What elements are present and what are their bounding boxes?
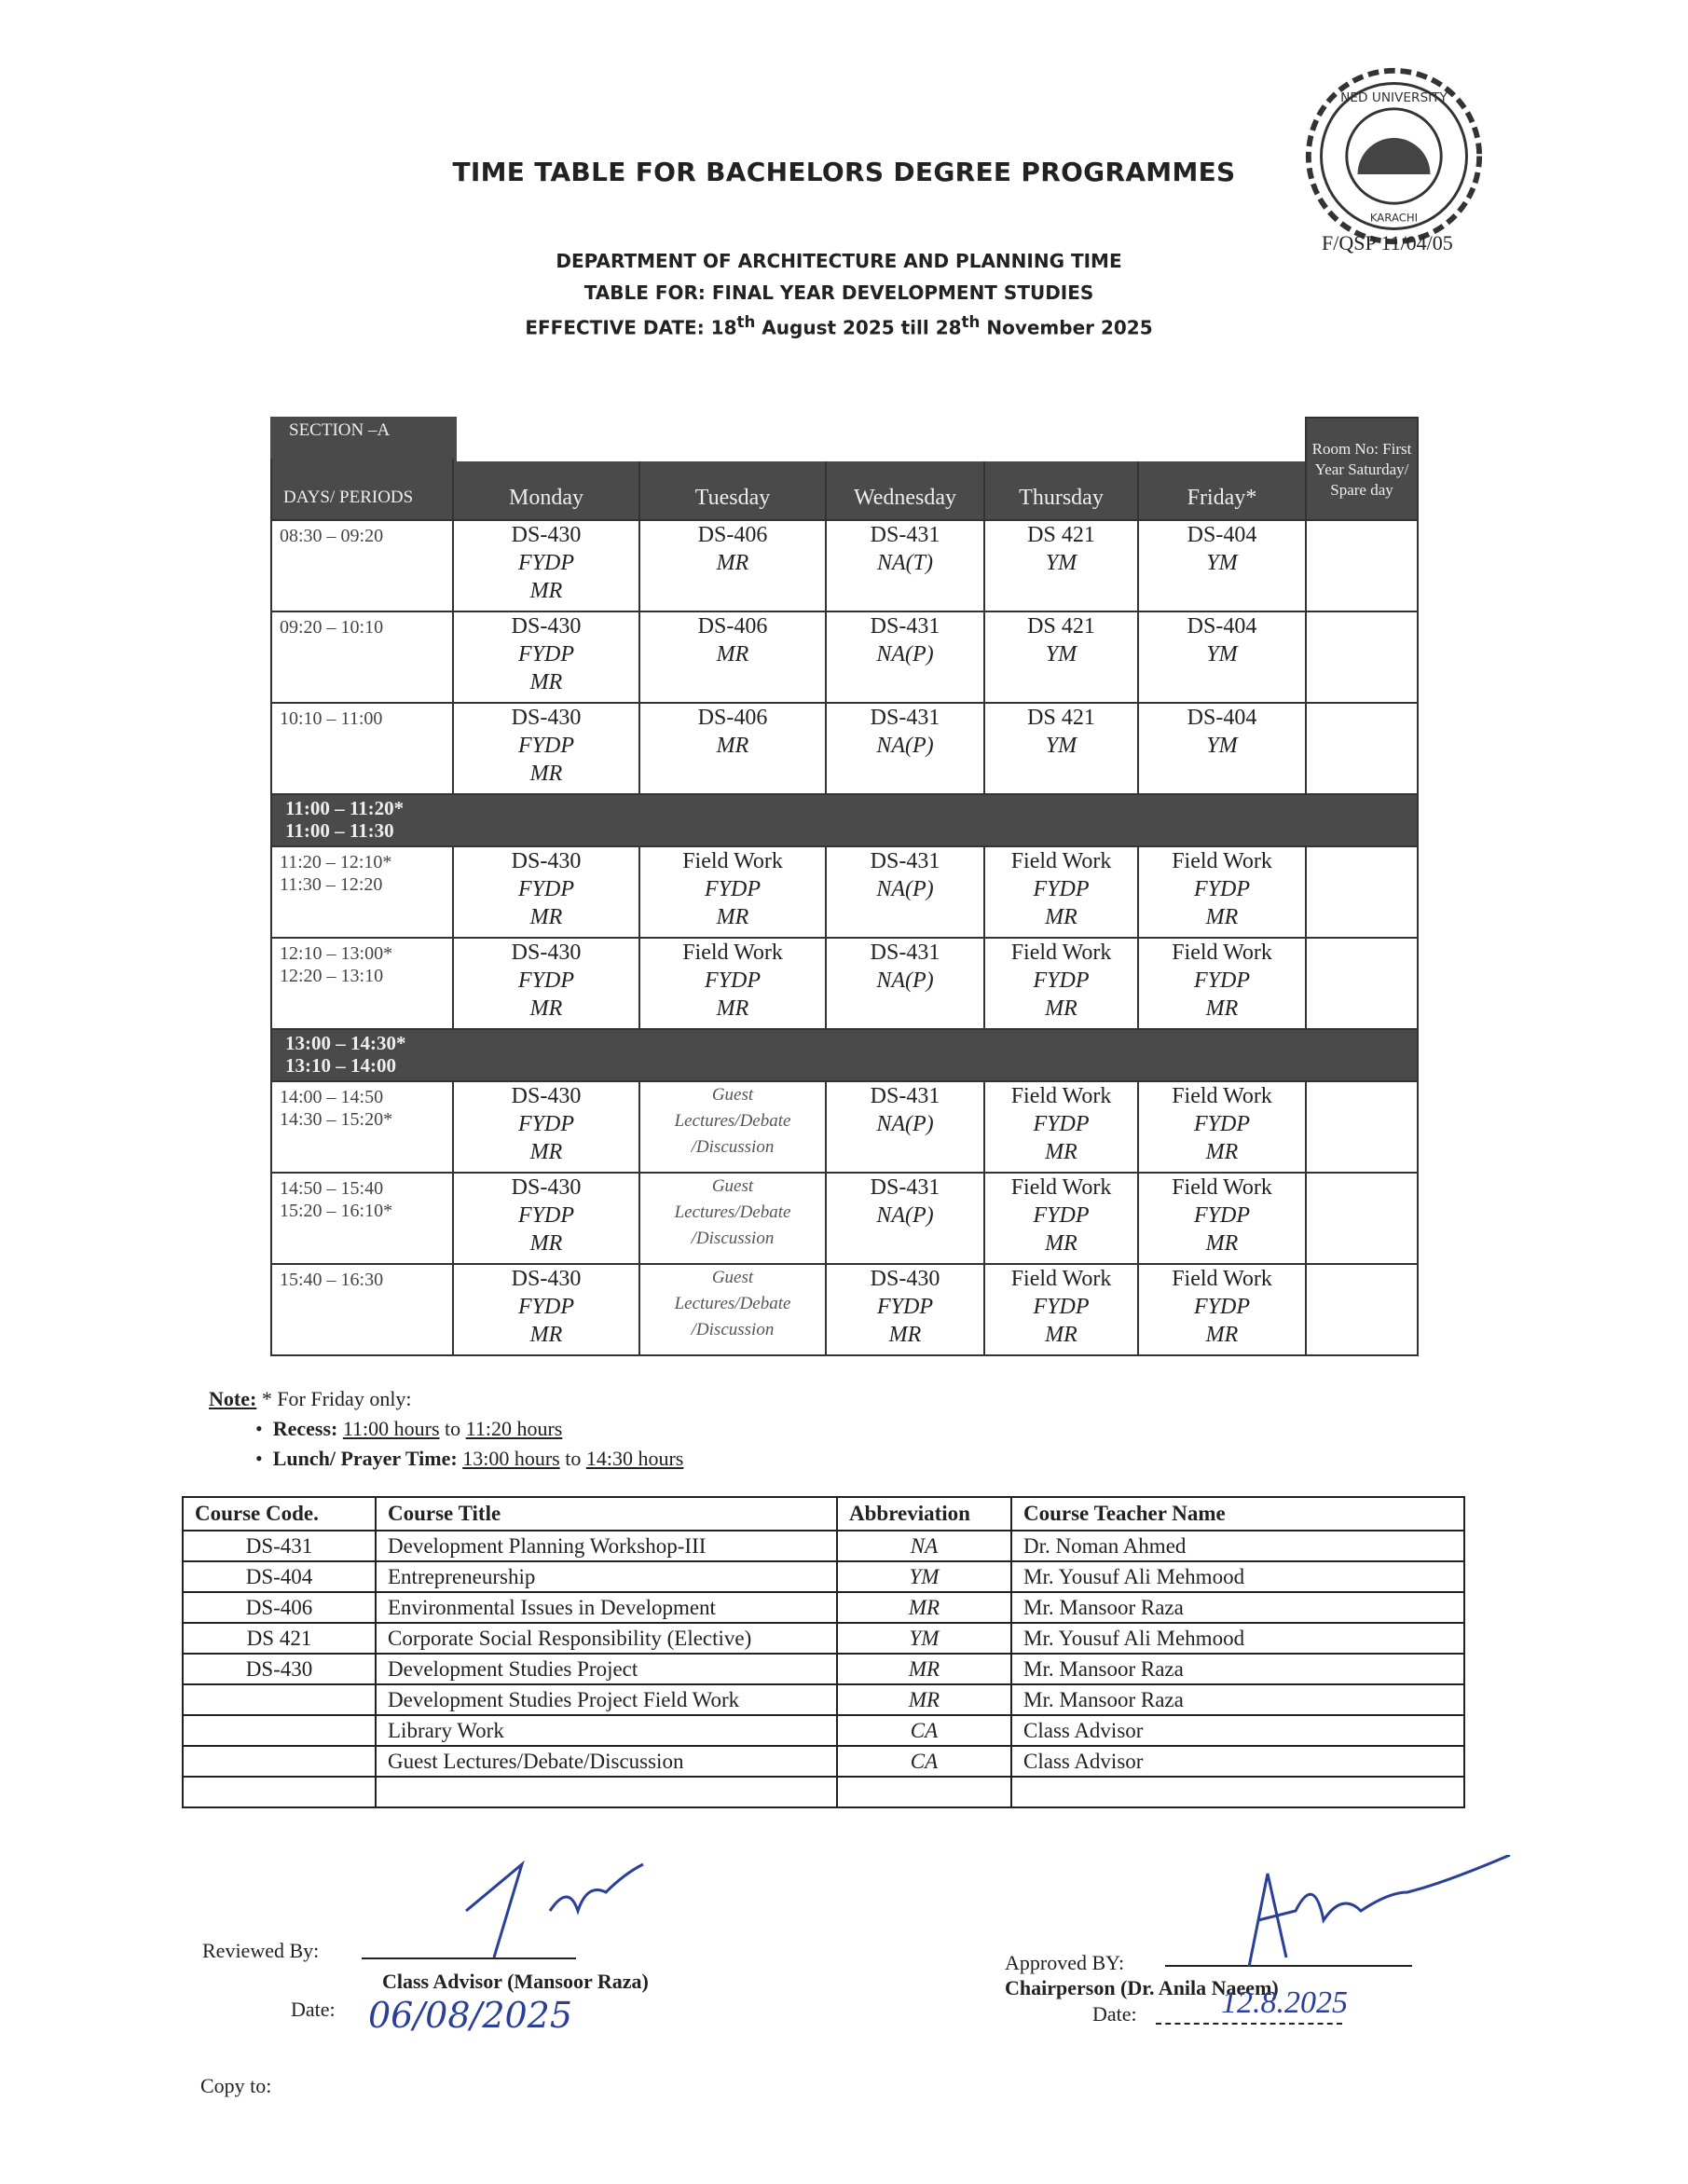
course-detail: FYDP <box>518 877 574 901</box>
course-detail: FYDP <box>518 1203 574 1228</box>
lunch-to: 14:30 hours <box>585 1447 684 1470</box>
course-title <box>376 1777 837 1807</box>
timetable-cell <box>639 611 826 703</box>
teacher-name: Class Advisor <box>1011 1715 1464 1746</box>
course-detail: MR <box>529 1140 563 1164</box>
column-header: Thursday <box>984 418 1138 520</box>
course-detail: YM <box>1206 551 1238 575</box>
course-detail: MR <box>1045 1231 1077 1256</box>
period-time: 14:00 – 14:50 <box>280 1087 384 1107</box>
timetable-cell <box>639 1173 826 1264</box>
course-row <box>183 1561 1464 1592</box>
timetable-cell <box>1306 520 1418 611</box>
notes: Note: * For Friday only: • Recess: 11:00 hours to 11:20 hours • Lunch/ Prayer Time: 13:00 hours to 14:30 hours <box>209 1387 684 1470</box>
course-code: DS-406 <box>697 614 768 639</box>
table-for-line: TABLE FOR: FINAL YEAR DEVELOPMENT STUDIES <box>583 282 1094 304</box>
course-detail: MR <box>529 762 563 786</box>
timetable-cell <box>1138 1173 1306 1264</box>
period-time: 08:30 – 09:20 <box>280 526 384 546</box>
timetable-cell <box>1306 846 1418 938</box>
timetable-cell <box>1306 1264 1418 1355</box>
course-detail: FYDP <box>518 1295 574 1319</box>
course-detail: MR <box>1205 1323 1239 1347</box>
course-detail: MR <box>1205 1140 1239 1164</box>
course-detail: FYDP <box>518 734 574 758</box>
course-detail: FYDP <box>1194 1203 1250 1228</box>
friday-note: * For Friday only: <box>261 1387 412 1410</box>
timetable-cell <box>1306 611 1418 703</box>
course-detail: YM <box>1045 642 1077 666</box>
approved-by-label: Approved BY: <box>1005 1951 1125 1974</box>
course-code: DS-430 <box>183 1654 376 1684</box>
note-label: Note: <box>209 1387 257 1410</box>
timetable-cell <box>984 1264 1138 1355</box>
timetable-cell <box>826 1264 984 1355</box>
course-detail: FYDP <box>518 642 574 666</box>
recess-label: Recess: <box>272 1417 338 1440</box>
course-column-header: Course Title <box>376 1497 837 1531</box>
teacher-name: Class Advisor <box>1011 1746 1464 1777</box>
course-detail: YM <box>1045 551 1077 575</box>
timetable-cell <box>826 846 984 938</box>
course-detail: FYDP <box>1033 968 1090 993</box>
timetable-cell <box>826 1081 984 1173</box>
timetable-cell <box>1138 703 1306 794</box>
abbreviation: NA <box>837 1531 1011 1561</box>
timetable-cell <box>984 1173 1138 1264</box>
course-code: Field Work <box>682 941 783 965</box>
course-detail: MR <box>1045 905 1077 929</box>
course-row <box>183 1777 1464 1807</box>
timetable-cell <box>1138 520 1306 611</box>
timetable-cell <box>1138 846 1306 938</box>
recess-from: 11:00 hours <box>342 1417 440 1440</box>
course-code: DS-430 <box>511 1267 582 1291</box>
timetable-cell <box>639 1081 826 1173</box>
course-detail: NA(P) <box>876 1203 934 1228</box>
teacher-name <box>1011 1777 1464 1807</box>
course-code <box>183 1684 376 1715</box>
timetable-cell <box>639 938 826 1029</box>
course-code: DS-431 <box>870 523 940 547</box>
course-detail: NA(P) <box>876 734 934 758</box>
abbreviation: YM <box>837 1623 1011 1654</box>
period-time: 14:50 – 15:40 <box>280 1178 384 1199</box>
abbreviation: MR <box>837 1684 1011 1715</box>
course-detail: MR <box>529 996 563 1021</box>
timetable-cell <box>453 520 639 611</box>
course-column-header: Course Code. <box>183 1497 376 1531</box>
course-code: Field Work <box>1010 1084 1112 1108</box>
course-code: Field Work <box>1010 941 1112 965</box>
break-time: 13:10 – 14:00 <box>285 1054 396 1077</box>
course-detail: MR <box>529 1323 563 1347</box>
course-detail: /Discussion <box>691 1229 775 1248</box>
timetable-cell <box>1306 1173 1418 1264</box>
course-detail: Lectures/Debate <box>674 1111 791 1131</box>
course-code: DS-430 <box>511 523 582 547</box>
timetable-cell <box>1306 1081 1418 1173</box>
course-code: DS 421 <box>1027 706 1095 730</box>
course-detail: Lectures/Debate <box>674 1202 791 1222</box>
period-row <box>271 846 1418 938</box>
course-row <box>183 1746 1464 1777</box>
course-row <box>183 1623 1464 1654</box>
course-title: Entrepreneurship <box>376 1561 837 1592</box>
timetable-cell <box>453 846 639 938</box>
abbreviation: CA <box>837 1715 1011 1746</box>
to-text: to <box>565 1447 582 1470</box>
period-row <box>271 1081 1418 1173</box>
timetable-cell <box>984 938 1138 1029</box>
course-detail: YM <box>1206 642 1238 666</box>
course-detail: FYDP <box>1194 968 1250 993</box>
course-detail: MR <box>1045 1323 1077 1347</box>
timetable-cell <box>826 938 984 1029</box>
teacher-name: Mr. Mansoor Raza <box>1011 1684 1464 1715</box>
course-detail: FYDP <box>1033 877 1090 901</box>
course-column-header: Course Teacher Name <box>1011 1497 1464 1531</box>
teacher-name: Mr. Mansoor Raza <box>1011 1654 1464 1684</box>
teacher-name: Mr. Yousuf Ali Mehmood <box>1011 1561 1464 1592</box>
timetable-cell <box>1306 938 1418 1029</box>
course-detail: MR <box>716 996 749 1021</box>
course-detail: MR <box>1045 1140 1077 1164</box>
course-detail: NA(P) <box>876 877 934 901</box>
course-detail: YM <box>1045 734 1077 758</box>
abbreviation: MR <box>837 1654 1011 1684</box>
course-title: Development Planning Workshop-III <box>376 1531 837 1561</box>
course-code: Field Work <box>1172 1267 1272 1291</box>
course-code: DS-406 <box>697 706 768 730</box>
course-code: Guest <box>711 1268 754 1287</box>
to-text: to <box>445 1417 461 1440</box>
department-line: DEPARTMENT OF ARCHITECTURE AND PLANNING TIME <box>556 250 1122 272</box>
teacher-name: Dr. Noman Ahmed <box>1011 1531 1464 1561</box>
course-row <box>183 1592 1464 1623</box>
course-detail: NA(P) <box>876 642 934 666</box>
reviewed-by-label: Reviewed By: <box>202 1939 320 1962</box>
timetable-cell <box>453 1081 639 1173</box>
course-table <box>182 1496 1465 1808</box>
course-detail: NA(P) <box>876 968 934 993</box>
university-logo-icon <box>1303 65 1485 247</box>
column-header: DAYS/ PERIODS <box>271 418 453 520</box>
course-detail: FYDP <box>1194 1112 1250 1136</box>
course-code: DS-431 <box>870 849 940 873</box>
break-row <box>271 794 1418 846</box>
approver-name: Chairperson (Dr. Anila Naeem) <box>1005 1976 1279 1999</box>
column-header: Wednesday <box>826 418 984 520</box>
course-detail: FYDP <box>1033 1112 1090 1136</box>
timetable-cell <box>826 1173 984 1264</box>
period-time: 14:30 – 15:20* <box>280 1109 393 1130</box>
timetable-cell <box>639 1264 826 1355</box>
period-time: 15:40 – 16:30 <box>280 1270 384 1290</box>
course-detail: /Discussion <box>691 1320 775 1339</box>
course-detail: MR <box>1205 996 1239 1021</box>
timetable-cell <box>984 611 1138 703</box>
course-code: DS-431 <box>183 1531 376 1561</box>
break-row <box>271 1029 1418 1081</box>
column-header: Room No: First Year Saturday/ Spare day <box>1306 418 1418 520</box>
course-detail: MR <box>716 734 749 758</box>
reviewer-name: Class Advisor (Mansoor Raza) <box>382 1970 649 1993</box>
course-code: Field Work <box>1172 849 1272 873</box>
break-time: 11:00 – 11:30 <box>285 819 394 842</box>
course-code: DS-431 <box>870 1175 940 1200</box>
timetable-cell <box>826 703 984 794</box>
period-row <box>271 703 1418 794</box>
timetable-cell <box>984 1081 1138 1173</box>
course-title: Development Studies Project <box>376 1654 837 1684</box>
course-title: Library Work <box>376 1715 837 1746</box>
course-row <box>183 1684 1464 1715</box>
course-code: Field Work <box>1172 1175 1272 1200</box>
course-detail: FYDP <box>877 1295 933 1319</box>
timetable-cell <box>826 611 984 703</box>
course-code: DS-406 <box>183 1592 376 1623</box>
course-row <box>183 1715 1464 1746</box>
course-code: Field Work <box>1010 849 1112 873</box>
course-detail: FYDP <box>1194 877 1250 901</box>
period-time: 10:10 – 11:00 <box>280 708 383 729</box>
course-code: DS-431 <box>870 1084 940 1108</box>
course-code <box>183 1746 376 1777</box>
abbreviation: YM <box>837 1561 1011 1592</box>
course-code: DS 421 <box>1027 523 1095 547</box>
course-detail: NA(P) <box>876 1112 934 1136</box>
course-code: DS-431 <box>870 941 940 965</box>
course-detail: FYDP <box>705 877 761 901</box>
period-row <box>271 1173 1418 1264</box>
copy-to-label: Copy to: <box>200 2074 272 2097</box>
timetable-cell <box>826 520 984 611</box>
course-code: DS-430 <box>511 706 582 730</box>
course-column-header: Abbreviation <box>837 1497 1011 1531</box>
teacher-name: Mr. Yousuf Ali Mehmood <box>1011 1623 1464 1654</box>
timetable-cell <box>453 703 639 794</box>
period-time: 11:30 – 12:20 <box>280 874 383 895</box>
course-code: DS-404 <box>1187 523 1257 547</box>
recess-to: 11:20 hours <box>465 1417 563 1440</box>
course-code: DS-430 <box>511 614 582 639</box>
course-detail: NA(T) <box>877 551 933 575</box>
effective-date: EFFECTIVE DATE: 18th August 2025 till 28th November 2025 <box>525 313 1153 339</box>
timetable-cell <box>1138 938 1306 1029</box>
timetable-cell <box>453 611 639 703</box>
course-code: DS-430 <box>511 941 582 965</box>
timetable-cell <box>1138 1081 1306 1173</box>
course-detail: MR <box>1205 1231 1239 1256</box>
review-date-label: Date: <box>291 1998 336 2021</box>
course-detail: MR <box>888 1323 922 1347</box>
course-detail: MR <box>529 670 563 694</box>
timetable <box>270 417 1419 1356</box>
course-detail: FYDP <box>518 968 574 993</box>
timetable-cell <box>984 846 1138 938</box>
course-row <box>183 1654 1464 1684</box>
course-code: DS-430 <box>511 849 582 873</box>
lunch-label: Lunch/ Prayer Time: <box>272 1447 458 1470</box>
course-code: DS-404 <box>1187 706 1257 730</box>
course-title: Development Studies Project Field Work <box>376 1684 837 1715</box>
course-code: DS-430 <box>870 1267 940 1291</box>
course-row <box>183 1531 1464 1561</box>
course-detail: MR <box>529 1231 563 1256</box>
course-code: DS-404 <box>1187 614 1257 639</box>
timetable-cell <box>1138 1264 1306 1355</box>
course-code: Field Work <box>1172 1084 1272 1108</box>
course-code: Guest <box>711 1085 754 1105</box>
timetable-cell <box>453 938 639 1029</box>
course-detail: /Discussion <box>691 1137 775 1157</box>
course-title: Guest Lectures/Debate/Discussion <box>376 1746 837 1777</box>
course-detail: FYDP <box>1194 1295 1250 1319</box>
course-detail: Lectures/Debate <box>674 1294 791 1313</box>
timetable-cell <box>453 1264 639 1355</box>
period-row <box>271 938 1418 1029</box>
column-header: Monday <box>453 418 639 520</box>
course-code: Field Work <box>1010 1175 1112 1200</box>
lunch-from: 13:00 hours <box>462 1447 560 1470</box>
approve-date: 12.8.2025 <box>1221 1985 1348 2020</box>
period-time: 12:20 – 13:10 <box>280 966 384 986</box>
form-number: F/QSP 11/04/05 <box>1322 231 1453 254</box>
document-title: TIME TABLE FOR BACHELORS DEGREE PROGRAMMES <box>452 157 1236 187</box>
course-code: DS-430 <box>511 1175 582 1200</box>
course-code: DS-430 <box>511 1084 582 1108</box>
teacher-name: Mr. Mansoor Raza <box>1011 1592 1464 1623</box>
course-code: DS-431 <box>870 706 940 730</box>
course-detail: MR <box>1205 905 1239 929</box>
timetable-cell <box>984 703 1138 794</box>
course-detail: MR <box>1045 996 1077 1021</box>
timetable-cell <box>1306 703 1418 794</box>
course-detail: MR <box>716 551 749 575</box>
course-code <box>183 1715 376 1746</box>
period-time: 12:10 – 13:00* <box>280 943 393 964</box>
period-time: 11:20 – 12:10* <box>280 852 392 872</box>
reviewer-signature-icon <box>447 1855 671 1976</box>
course-code: DS 421 <box>1027 614 1095 639</box>
review-date: 06/08/2025 <box>368 1995 573 2036</box>
period-row <box>271 611 1418 703</box>
break-time: 13:00 – 14:30* <box>285 1032 406 1054</box>
course-detail: MR <box>716 905 749 929</box>
timetable-cell <box>984 520 1138 611</box>
course-detail: YM <box>1206 734 1238 758</box>
approver-signature-icon <box>1212 1855 1519 1976</box>
course-code: DS-404 <box>183 1561 376 1592</box>
course-detail: FYDP <box>705 968 761 993</box>
svg-text:KARACHI: KARACHI <box>1369 211 1419 225</box>
column-header: Friday* <box>1138 418 1306 520</box>
abbreviation <box>837 1777 1011 1807</box>
column-header: Tuesday <box>639 418 826 520</box>
course-code <box>183 1777 376 1807</box>
course-detail: FYDP <box>1033 1295 1090 1319</box>
course-detail: MR <box>529 579 563 603</box>
course-code: Guest <box>711 1176 754 1196</box>
course-code: DS-406 <box>697 523 768 547</box>
course-code: Field Work <box>1172 941 1272 965</box>
break-time: 11:00 – 11:20* <box>285 797 405 819</box>
approve-date-label: Date: <box>1092 2002 1137 2026</box>
course-code: DS-431 <box>870 614 940 639</box>
timetable-cell <box>639 520 826 611</box>
timetable-cell <box>453 1173 639 1264</box>
course-code: DS 421 <box>183 1623 376 1654</box>
course-code: Field Work <box>682 849 783 873</box>
svg-text:NED UNIVERSITY: NED UNIVERSITY <box>1340 90 1448 105</box>
course-detail: MR <box>529 905 563 929</box>
abbreviation: MR <box>837 1592 1011 1623</box>
period-row <box>271 1264 1418 1355</box>
course-detail: FYDP <box>518 1112 574 1136</box>
course-title: Environmental Issues in Development <box>376 1592 837 1623</box>
course-detail: MR <box>716 642 749 666</box>
period-time: 15:20 – 16:10* <box>280 1201 393 1221</box>
period-time: 09:20 – 10:10 <box>280 617 384 638</box>
timetable-cell <box>639 846 826 938</box>
section-label: SECTION –A <box>270 417 457 459</box>
course-detail: FYDP <box>518 551 574 575</box>
period-row <box>271 520 1418 611</box>
timetable-cell <box>639 703 826 794</box>
course-title: Corporate Social Responsibility (Elective) <box>376 1623 837 1654</box>
course-detail: FYDP <box>1033 1203 1090 1228</box>
abbreviation: CA <box>837 1746 1011 1777</box>
course-code: Field Work <box>1010 1267 1112 1291</box>
timetable-cell <box>1138 611 1306 703</box>
